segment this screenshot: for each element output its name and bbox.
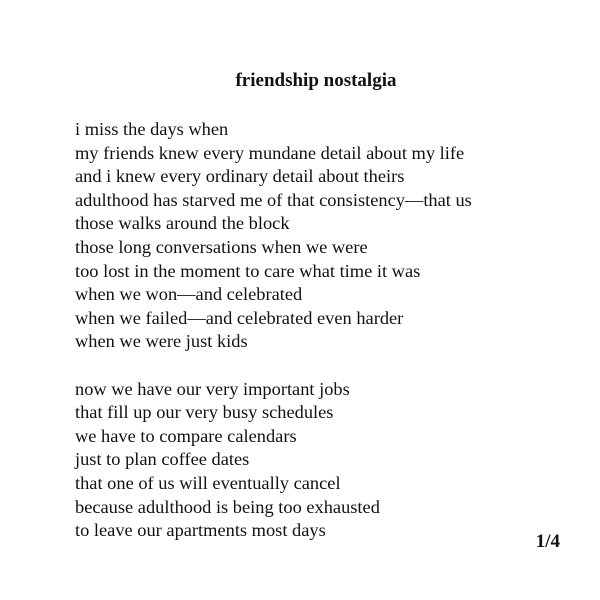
poem-line: when we were just kids	[75, 331, 248, 352]
poem-line: that fill up our very busy schedules	[75, 402, 334, 423]
poem-line: that one of us will eventually cancel	[75, 472, 341, 493]
poem-line: because adulthood is being too exhausted	[75, 496, 380, 517]
poem-line: when we failed—and celebrated even harder	[75, 307, 404, 328]
stanza-2	[75, 378, 575, 543]
poem-line: to leave our apartments most days	[75, 520, 326, 541]
page-number: 1/4	[535, 531, 560, 552]
poem-body	[75, 118, 575, 543]
poem-line: now we have our very important jobs	[75, 378, 350, 399]
poem-line: too lost in the moment to care what time it was	[75, 260, 421, 281]
poem-line: those long conversations when we were	[75, 236, 368, 257]
poem-line: adulthood has starved me of that consistency—that us	[75, 189, 472, 210]
poem-line: i miss the days when	[75, 119, 229, 139]
stanza-1	[75, 118, 575, 354]
poem-line: just to plan coffee dates	[75, 449, 250, 470]
poem-line: when we won—and celebrated	[75, 284, 303, 305]
poem-line: those walks around the block	[75, 213, 290, 234]
poem-title: friendship nostalgia	[235, 70, 397, 91]
poem-line: and i knew every ordinary detail about theirs	[75, 166, 405, 187]
poem-line: my friends knew every mundane detail about my life	[75, 142, 465, 163]
poem-line: we have to compare calendars	[75, 425, 297, 446]
